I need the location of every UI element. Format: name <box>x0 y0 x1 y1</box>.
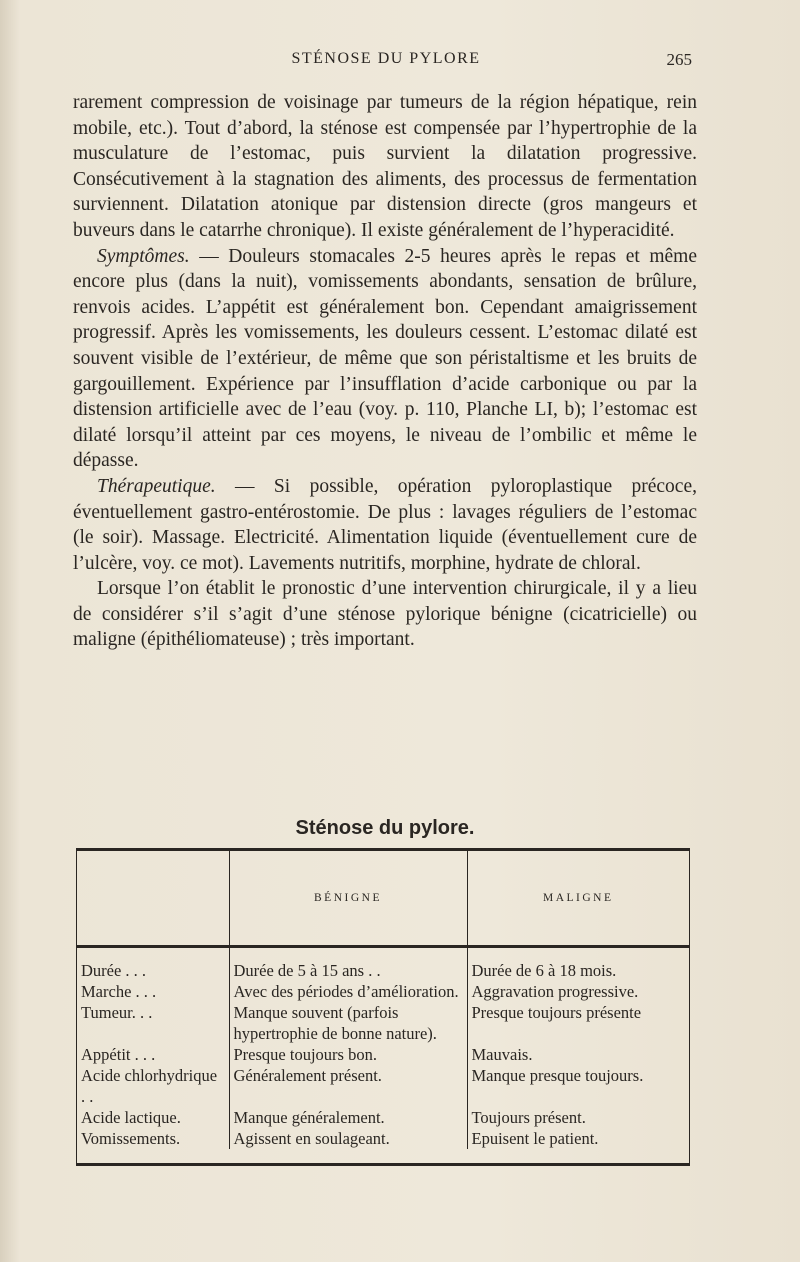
table-row <box>77 1044 689 1065</box>
table-header-row <box>77 851 689 947</box>
body-text <box>73 90 697 653</box>
maligne-cell: Mauvais. <box>467 1044 689 1065</box>
row-label: Acide lactique. <box>81 1108 181 1127</box>
benigne-cell: Presque toujours bon. <box>229 1044 467 1065</box>
row-label: Acide chlorhydrique . . <box>81 1066 218 1106</box>
maligne-cell: Manque presque toujours. <box>467 1065 689 1107</box>
table-row <box>77 1002 689 1044</box>
maligne-cell: Durée de 6 à 18 mois. <box>467 947 689 982</box>
paragraph-prognosis: Lorsque l’on établit le pronostic d’une intervention chirurgicale, il y a lieu de considérer s’il s’agit d’une sténose pylorique bénigne (cicatricielle) ou maligne (épithéliomateuse) ; très important. <box>73 578 697 651</box>
row-label: Durée . . . <box>81 961 147 980</box>
table-row <box>77 981 689 1002</box>
table-title: Sténose du pylore. <box>295 817 475 839</box>
paragraph-symptoms <box>73 244 697 474</box>
therapy-heading: Thérapeutique. <box>97 475 216 497</box>
symptoms-text: — Douleurs stomacales 2-5 heures après le repas et même encore plus (dans la nuit), vomissements abondants, sensation de brûlure, renvois acides. L’appétit est généralement bon. Cependant amaigrissement progressif. Après les vomissements, les douleurs cessent. L’estomac dilaté est souvent visible de l’extérieur, de même que son péristaltisme et les bruits de gargouillement. Expérience par l’insufflation d’acide carbonique ou par la distension artificielle avec de l’eau (voy. p. 110, Planche LI, b); l’estomac est dilaté lorsqu’il atteint par ces moyens, le niveau de l’ombilic et même le dépasse. <box>73 245 697 472</box>
table-row <box>77 1107 689 1128</box>
row-label: Vomissements. <box>81 1129 181 1148</box>
paragraph-etiology: rarement compression de voisinage par tumeurs de la région hépatique, rein mobile, etc.). Tout d’abord, la sténose est compensée par l’hypertrophie de la musculature de l’estomac, puis survient la dilatation progressive. Consécutivement à la stagnation des aliments, des processus de fermentation surviennent. Dilatation atonique par distension directe (gros mangeurs et buveurs dans le catarrhe chronique). Il existe généralement de l’hyperacidité. <box>73 92 697 241</box>
table-row <box>77 1065 689 1107</box>
table-row <box>77 947 689 982</box>
benigne-cell: Généralement présent. <box>229 1065 467 1107</box>
maligne-cell: Presque toujours présente <box>467 1002 689 1044</box>
page-header <box>72 50 700 76</box>
symptoms-heading: Symptômes. <box>97 245 190 267</box>
row-label: Tumeur. . . <box>81 1003 153 1022</box>
row-label: Marche . . . <box>81 982 157 1001</box>
paragraph-therapy <box>73 474 697 576</box>
benigne-cell: Manque généralement. <box>229 1107 467 1128</box>
maligne-cell: Aggravation progressive. <box>467 981 689 1002</box>
header-empty <box>77 851 229 947</box>
running-title: STÉNOSE DU PYLORE <box>291 50 481 67</box>
header-benigne: BÉNIGNE <box>229 851 467 947</box>
maligne-cell: Epuisent le patient. <box>467 1128 689 1149</box>
page-number: 265 <box>666 50 692 69</box>
header-maligne: MALIGNE <box>467 851 689 947</box>
benigne-cell: Manque souvent (parfois hypertrophie de bonne nature). <box>229 1002 467 1044</box>
therapy-text: — Si possible, opération pyloroplastique précoce, éventuellement gastro-entérostomie. De plus : lavages réguliers de l’estomac (le soir). Massage. Electricité. Alimentation liquide (éventuellement cure de l’ulcère, voy. ce mot). Lavements nutritifs, morphine, hydrate de chloral. <box>73 475 697 574</box>
comparison-table <box>76 848 690 1166</box>
benigne-cell: Durée de 5 à 15 ans . . <box>229 947 467 982</box>
benigne-cell: Agissent en soulageant. <box>229 1128 467 1149</box>
maligne-cell: Toujours présent. <box>467 1107 689 1128</box>
row-label: Appétit . . . <box>81 1045 156 1064</box>
table-row <box>77 1128 689 1149</box>
benigne-cell: Avec des périodes d’amélioration. <box>229 981 467 1002</box>
